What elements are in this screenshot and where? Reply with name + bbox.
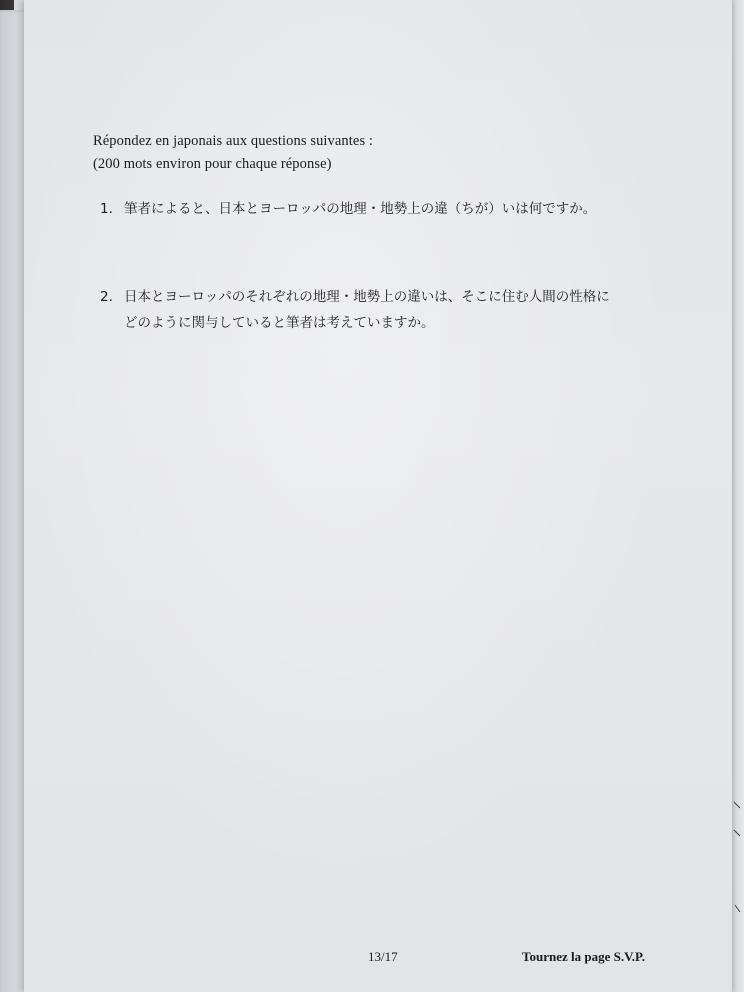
question-2	[100, 284, 610, 336]
question-2-text-line-2: どのように関与していると筆者は考えていますか。	[124, 315, 435, 331]
question-1-text: 筆者によると、日本とヨーロッパの地理・地勢上の違（ちが）いは何ですか。	[124, 201, 597, 217]
exam-sheet	[24, 0, 732, 992]
question-2-number: 2.	[100, 289, 113, 305]
page-number: 13/17	[368, 949, 398, 964]
instructions	[93, 130, 373, 176]
turn-page-note: Tournez la page S.V.P.	[522, 949, 646, 964]
instructions-line-1: Répondez en japonais aux questions suivantes :	[93, 133, 374, 149]
question-1	[100, 196, 596, 222]
instructions-line-2: (200 mots environ pour chaque réponse)	[93, 156, 332, 172]
page-edge-marks	[732, 800, 742, 920]
question-1-number: 1.	[100, 201, 113, 217]
question-2-text-line-1: 日本とヨーロッパのそれぞれの地理・地勢上の違いは、そこに住む人間の性格に	[124, 289, 610, 305]
